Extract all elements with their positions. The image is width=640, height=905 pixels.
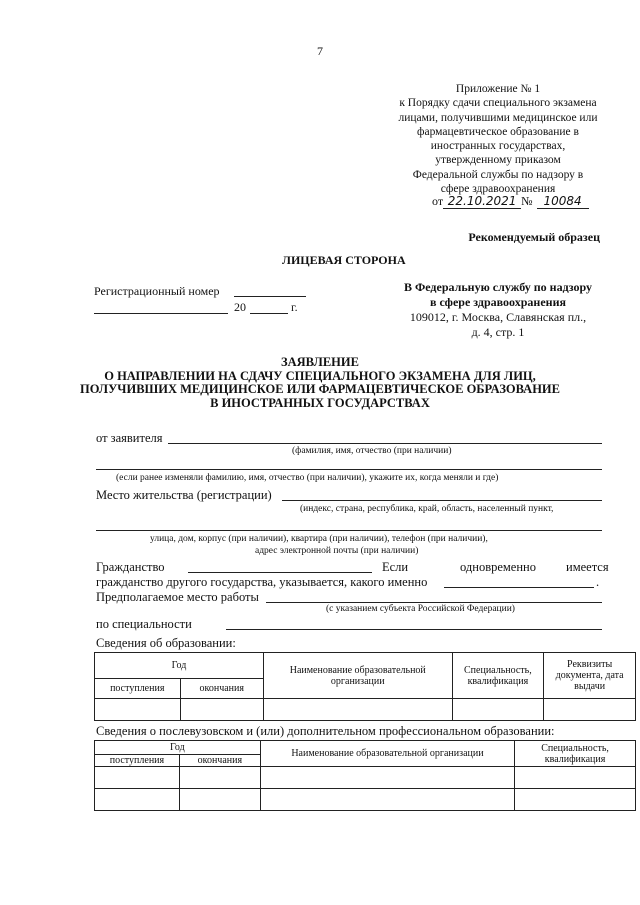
period: . — [596, 575, 600, 589]
appendix-line: утвержденному приказом — [435, 154, 561, 167]
residence-field[interactable] — [282, 500, 602, 501]
other-citizenship-label: гражданство другого государства, указывается, какого именно — [96, 575, 428, 589]
year-header: Год — [95, 741, 261, 755]
title-line: О НАПРАВЛЕНИИ НА СДАЧУ СПЕЦИАЛЬНОГО ЭКЗАМЕНА ДЛЯ ЛИЦ, — [104, 368, 536, 383]
page-number: 7 — [317, 44, 323, 58]
citizenship-if: Если — [382, 560, 409, 574]
citizenship-simultaneous: одновременно — [460, 560, 536, 574]
appendix-line: фармацевтическое образование в — [417, 125, 579, 138]
requisites-header: Реквизиты документа, дата выдачи — [544, 653, 636, 699]
appendix-line: иностранных государствах, — [430, 140, 566, 153]
table-cell[interactable] — [95, 767, 180, 789]
start-header: поступления — [95, 679, 181, 699]
specialty-header: Специальность, квалификация — [452, 653, 544, 699]
appendix-line: лицами, получившими медицинское или — [398, 111, 598, 124]
citizenship-field[interactable] — [188, 572, 372, 573]
table-cell[interactable] — [179, 789, 260, 811]
table-cell[interactable] — [180, 699, 263, 721]
appendix-line: Приложение № 1 — [455, 83, 541, 95]
table-cell[interactable] — [179, 767, 260, 789]
table-cell[interactable] — [263, 699, 452, 721]
registration-label: Регистрационный номер — [94, 284, 220, 298]
applicant-name-field[interactable] — [168, 443, 602, 444]
end-header: окончания — [179, 755, 260, 767]
registration-date-field[interactable] — [94, 313, 228, 314]
table-cell[interactable] — [515, 767, 636, 789]
order-date: 22.10.2021 — [443, 194, 521, 209]
table-cell[interactable] — [515, 789, 636, 811]
addressee-line: В Федеральную службу по надзору — [403, 280, 593, 294]
title-line: ПОЛУЧИВШИХ МЕДИЦИНСКОЕ ИЛИ ФАРМАЦЕВТИЧЕСКОЕ ОБРАЗОВАНИЕ — [79, 382, 560, 396]
appendix-block — [382, 82, 614, 196]
order-date-row — [432, 194, 589, 209]
postgrad-heading: Сведения о послевузовском и (или) дополнительном профессиональном образовании: — [96, 724, 555, 738]
registration-number-field[interactable] — [234, 296, 306, 297]
registration-year: 20 — [234, 300, 246, 314]
year-header: Год — [95, 653, 264, 679]
table-cell[interactable] — [95, 699, 181, 721]
org-header: Наименование образовательной организации — [263, 653, 452, 699]
other-citizenship-field[interactable] — [444, 587, 594, 588]
org-header: Наименование образовательной организации — [260, 741, 514, 767]
addressee-line: 109012, г. Москва, Славянская пл., — [409, 310, 587, 324]
residence-hint: (индекс, страна, республика, край, область, населенный пункт, — [300, 504, 554, 514]
addressee-line: в сфере здравоохранения — [430, 295, 566, 309]
postgrad-table — [94, 740, 636, 811]
table-cell[interactable] — [452, 699, 544, 721]
number-prefix: № — [521, 194, 533, 208]
workplace-field[interactable] — [266, 602, 602, 603]
specialty-field[interactable] — [226, 629, 602, 630]
appendix-line: к Порядку сдачи специального экзамена — [399, 97, 597, 110]
order-number: 10084 — [537, 194, 589, 209]
date-prefix: от — [432, 194, 444, 208]
workplace-label: Предполагаемое место работы — [96, 590, 259, 604]
end-header: окончания — [180, 679, 263, 699]
street-field[interactable] — [96, 530, 602, 531]
email-hint: адрес электронной почты (при наличии) — [255, 546, 419, 556]
addressee — [388, 280, 608, 340]
education-table — [94, 652, 636, 721]
registration-year-suffix: г. — [291, 300, 298, 314]
citizenship-has: имеется — [566, 560, 609, 574]
street-hint: улица, дом, корпус (при наличии), квартира (при наличии), телефон (при наличии), — [150, 534, 488, 544]
start-header: поступления — [95, 755, 180, 767]
name-change-hint: (если ранее изменяли фамилию, имя, отчество (при наличии), укажите их, когда меняли и где) — [116, 473, 499, 483]
title-line: ЗАЯВЛЕНИЕ — [281, 355, 359, 369]
applicant-hint: (фамилия, имя, отчество (при наличии) — [292, 446, 452, 456]
name-change-field[interactable] — [96, 469, 602, 470]
specialty-label: по специальности — [96, 617, 192, 631]
title-line: В ИНОСТРАННЫХ ГОСУДАРСТВАХ — [210, 395, 430, 410]
specialty-header: Специальность, квалификация — [515, 741, 636, 767]
residence-label: Место жительства (регистрации) — [96, 488, 272, 502]
appendix-line: сфере здравоохранения — [440, 183, 556, 196]
table-cell[interactable] — [260, 789, 514, 811]
applicant-label: от заявителя — [96, 431, 163, 445]
table-cell[interactable] — [544, 699, 636, 721]
education-heading: Сведения об образовании: — [96, 636, 236, 650]
addressee-line: д. 4, стр. 1 — [471, 325, 525, 339]
registration-year-field[interactable] — [250, 313, 288, 314]
workplace-hint: (с указанием субъекта Российской Федерации) — [326, 604, 515, 614]
recommended-sample: Рекомендуемый образец — [468, 230, 600, 244]
document-title — [0, 356, 640, 410]
citizenship-label: Гражданство — [96, 560, 165, 574]
face-side-heading: ЛИЦЕВАЯ СТОРОНА — [282, 253, 406, 267]
table-cell[interactable] — [95, 789, 180, 811]
appendix-line: Федеральной службы по надзору в — [412, 168, 584, 181]
table-cell[interactable] — [260, 767, 514, 789]
